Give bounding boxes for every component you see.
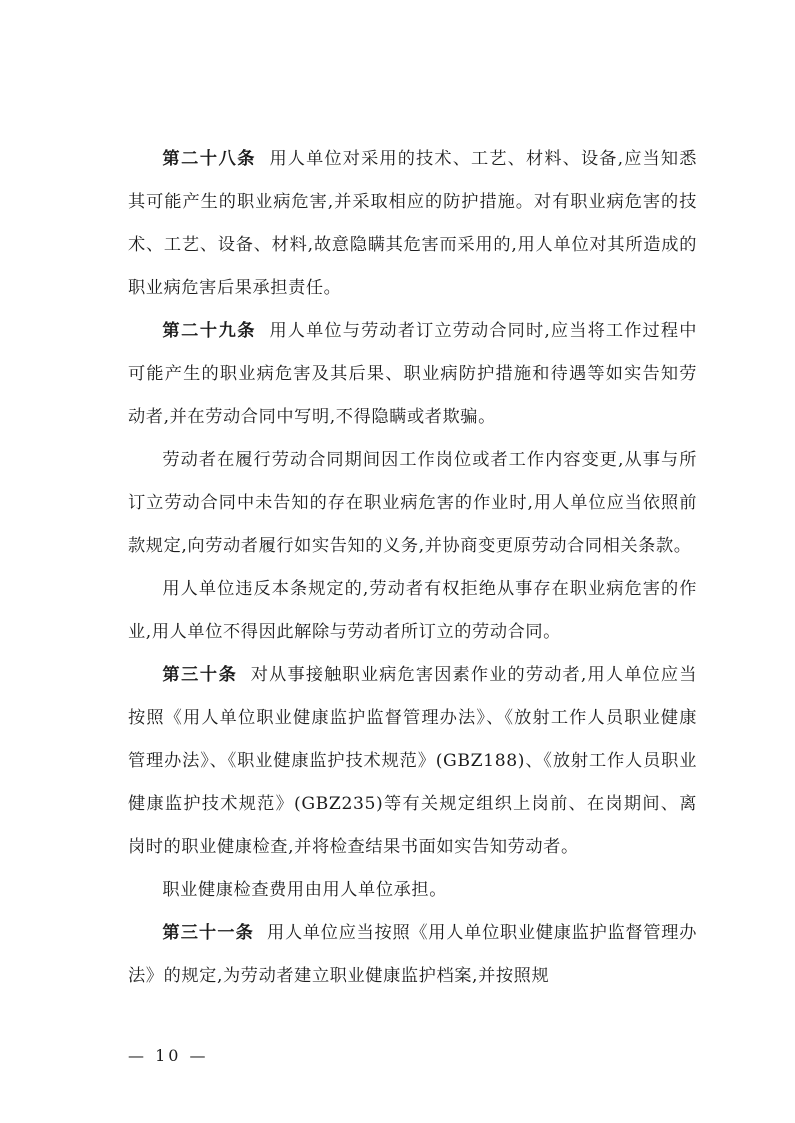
article-label-28: 第二十八条 <box>162 149 257 169</box>
article-text-30: 对从事接触职业病危害因素作业的劳动者,用人单位应当按照《用人单位职业健康监护监督管理办法》、《放射工作人员职业健康管理办法》、《职业健康监护技术规范》(GBZ188)、《放射工作人员职业健康监护技术规范》(GBZ235)等有关规定组织上岗前、在岗期间、离岗时的职业健康检查,并将检查结果书面如实告知劳动者。 <box>128 665 697 857</box>
article-label-30: 第三十条 <box>162 665 238 685</box>
article-text-31: 用人单位应当按照《用人单位职业健康监护监督管理办法》的规定,为劳动者建立职业健康监护档案,并按照规 <box>128 923 697 986</box>
article-text-29-3: 用人单位违反本条规定的,劳动者有权拒绝从事存在职业病危害的作业,用人单位不得因此解除与劳动者所订立的劳动合同。 <box>128 579 697 642</box>
article-text-29-2: 劳动者在履行劳动合同期间因工作岗位或者工作内容变更,从事与所订立劳动合同中未告知的存在职业病危害的作业时,用人单位应当依照前款规定,向劳动者履行如实告知的义务,并协商变更原劳动合同相关条款。 <box>128 450 697 556</box>
paragraph-article-28 <box>128 138 697 310</box>
paragraph-article-29 <box>128 310 697 439</box>
article-text-30-2: 职业健康检查费用由用人单位承担。 <box>162 880 447 900</box>
article-label-29: 第二十九条 <box>162 321 257 341</box>
page-footer <box>0 1046 795 1065</box>
paragraph-article-30-2 <box>128 869 697 912</box>
document-body <box>128 138 697 998</box>
page-number: — 10 — <box>128 1046 209 1065</box>
paragraph-article-29-2 <box>128 439 697 568</box>
paragraph-article-31 <box>128 912 697 998</box>
article-label-31: 第三十一条 <box>162 923 254 943</box>
article-text-28: 用人单位对采用的技术、工艺、材料、设备,应当知悉其可能产生的职业病危害,并采取相应的防护措施。对有职业病危害的技术、工艺、设备、材料,故意隐瞒其危害而采用的,用人单位对其所造成的职业病危害后果承担责任。 <box>128 149 697 298</box>
article-text-29: 用人单位与劳动者订立劳动合同时,应当将工作过程中可能产生的职业病危害及其后果、职业病防护措施和待遇等如实告知劳动者,并在劳动合同中写明,不得隐瞒或者欺骗。 <box>128 321 697 427</box>
paragraph-article-30 <box>128 654 697 869</box>
paragraph-article-29-3 <box>128 568 697 654</box>
